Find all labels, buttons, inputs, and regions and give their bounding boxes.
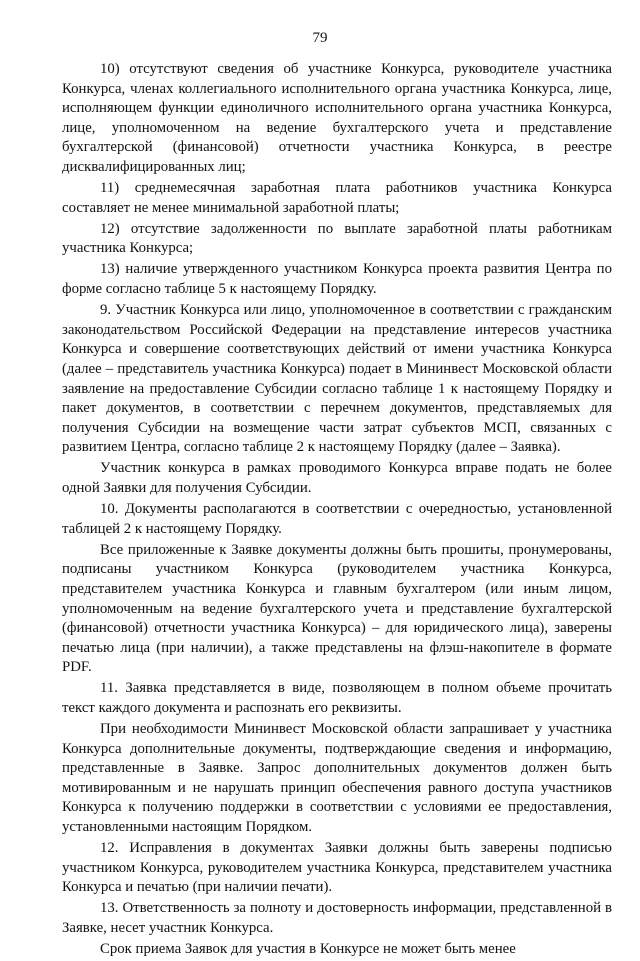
- paragraph-section-9: 9. Участник Конкурса или лицо, уполномоченное в соответствии с гражданским законодательством Российской Федерации на представление интересов участника Конкурса и совершение соответствующих действий от имени участника Конкурса (далее – представитель участника Конкурса) подает в Мининвест Московской области заявление на предоставление Субсидии согласно таблице 1 к настоящему Порядку и пакет документов, в соответствии с перечнем документов, представляемых для получения Субсидии на возмещение части затрат субъектов МСП, связанных с развитием Центра, согласно таблице 2 к настоящему Порядку (далее – Заявка).: [62, 302, 612, 456]
- paragraph-deadline: Срок приема Заявок для участия в Конкурсе не может быть менее: [100, 941, 516, 958]
- paragraph-item-12: 12) отсутствие задолженности по выплате заработной платы работникам участника Конкурса;: [62, 220, 612, 257]
- paragraph-documents-requirements: Все приложенные к Заявке документы должны быть прошиты, пронумерованы, подписаны участником Конкурса (руководителем участника Конкурса, представителем участника Конкурса и главным бухгалтером (или иным лицом, уполномоченным на ведение бухгалтерского учета и представление бухгалтерской (финансовой) отчетности участника Конкурса) – для юридического лица), заверены печатью лица (при наличии), а также представлены на флэш-накопителе в формате PDF.: [62, 541, 612, 676]
- paragraph-one-application: Участник конкурса в рамках проводимого Конкурса вправе подать не более одной Заявки для получения Субсидии.: [62, 460, 612, 496]
- paragraph-section-12: 12. Исправления в документах Заявки должны быть заверены подписью участником Конкурса, руководителем участника Конкурса, представителем участника Конкурса и печатью (при наличии печати).: [62, 840, 612, 896]
- paragraph-additional-documents: При необходимости Мининвест Московской области запрашивает у участника Конкурса дополнительные документы, подтверждающие сведения и информацию, представленные в Заявке. Запрос дополнительных документов должен быть мотивированным и не нарушать принцип обеспечения равного доступа участников Конкурса к получению поддержки в соответствии с условиями ее предоставления, установленными настоящим Порядком.: [62, 721, 612, 836]
- paragraph-section-11: 11. Заявка представляется в виде, позволяющем в полном объеме прочитать текст каждого документа и распознать его реквизиты.: [62, 680, 612, 716]
- paragraph-item-11: 11) среднемесячная заработная плата работников участника Конкурса составляет не менее минимальной заработной платы;: [62, 180, 612, 216]
- paragraph-item-13: 13) наличие утвержденного участником Конкурса проекта развития Центра по форме согласно таблице 5 к настоящему Порядку.: [62, 261, 612, 298]
- page-number: 79: [312, 30, 328, 46]
- paragraph-section-13: 13. Ответственность за полноту и достоверность информации, представленной в Заявке, несет участник Конкурса.: [62, 900, 612, 937]
- paragraph-item-10: 10) отсутствуют сведения об участнике Конкурса, руководителе участника Конкурса, членах коллегиального исполнительного органа участника Конкурса, лице, исполняющем функции единоличного исполнительного органа участника Конкурса, лице, уполномоченном на ведение бухгалтерского учета и представление бухгалтерской (финансовой) отчетности участника Конкурса, в реестре дисквалифицированных лиц;: [62, 61, 612, 175]
- paragraph-section-10: 10. Документы располагаются в соответствии с очередностью, установленной таблицей 2 к настоящему Порядку.: [62, 501, 612, 537]
- document-body: [62, 60, 612, 961]
